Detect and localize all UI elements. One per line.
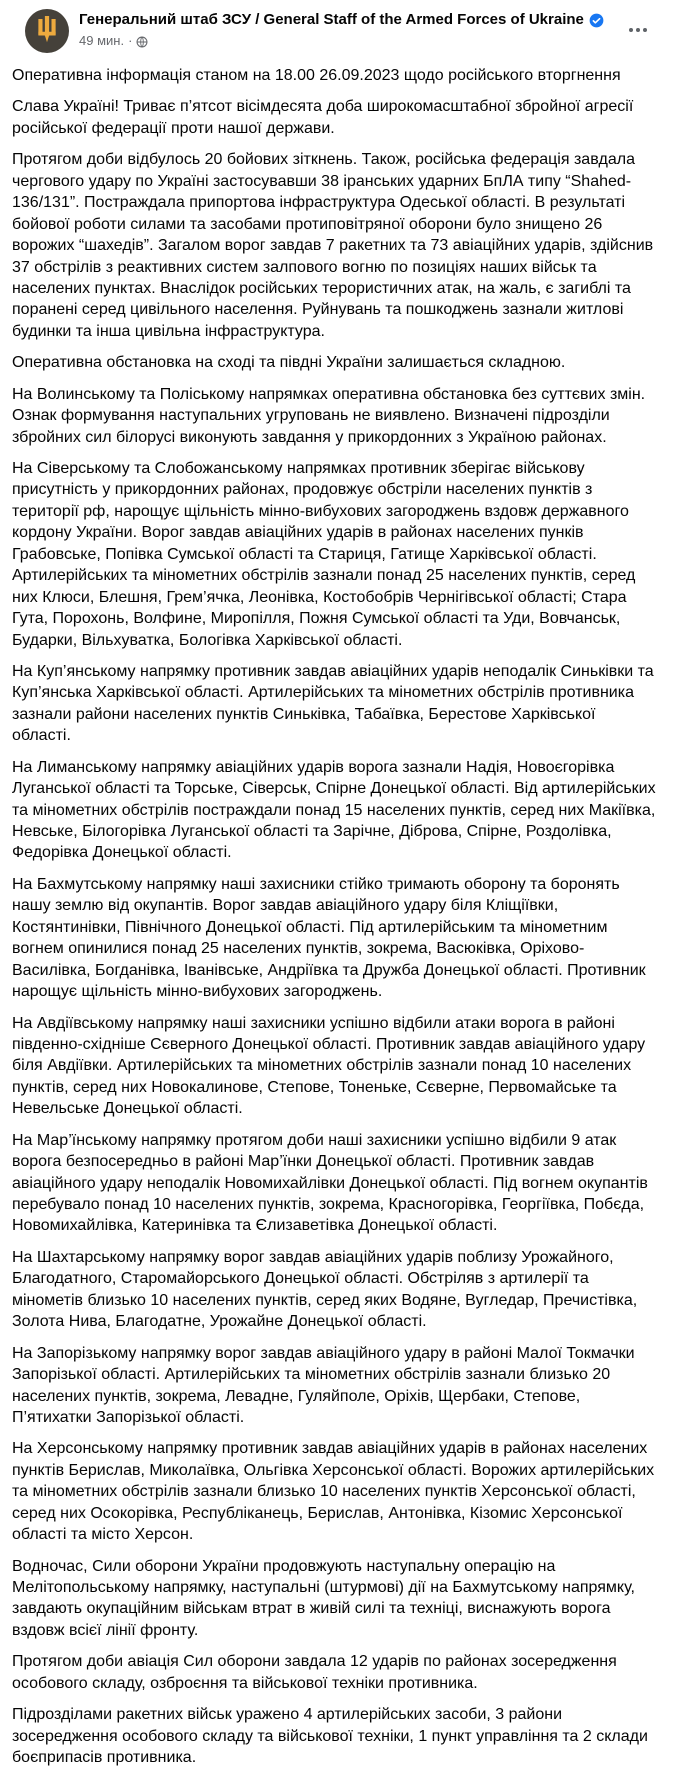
menu-dot — [636, 28, 640, 32]
post-paragraph: Водночас, Сили оборони України продовжують наступальну операцію на Мелітопольському напрямку, наступальні (штурмові) дії на Бахмутському напрямку, завдають окупаційним військам втрат в живій силі та техніці, виснажують ворога вздовж всієї лінії фронту. — [12, 1557, 635, 1639]
post-paragraph: Протягом доби авіація Сил оборони завдала 12 ударів по районах зосередження особового складу, озброєння та військової техніки противника. — [12, 1653, 617, 1692]
header-info — [79, 9, 604, 49]
post-paragraph: На Сіверському та Слобожанському напрямках противник зберігає військову присутність у прикордонних районах, продовжує обстріли населених пунктів з території рф, нарощує щільність мінно-вибухових загороджень вздовж державного кордону України. Ворог завдав авіаційних ударів в районах населених пунків Грабовське, Попівка Сумської області та Стариця, Гатище Харківської області. Артилерійських та мінометних обстрілів зазнали понад 25 населених пунктів, серед них Клюси, Блешня, Грем’ячка, Леонівка, Костобобрів Чернігівської області; Стара Гута, Порохонь, Волфине, Миропілля, Пожня Сумської області та Уди, Вовчанськ, Бударки, Вільхуватка, Бологівка Харківської області. — [12, 460, 636, 649]
post-meta — [79, 33, 604, 49]
post-paragraph: На Волинському та Поліському напрямках оперативна обстановка без суттєвих змін. Ознак формування наступальних угруповань не виявлено. Визначені підрозділи збройних сил білорусі виконують завдання у прикордонних з Україною районах. — [12, 385, 646, 446]
post-menu-button[interactable] — [625, 20, 651, 40]
post-paragraph: На Шахтарському напрямку ворог завдав авіаційних ударів поблизу Урожайного, Благодатного, Старомайорського Донецької області. Обстріляв з артилерії та мінометів близько 10 населених пунктів, серед яких Водяне, Вугледар, Пречистівка, Золота Нива, Благодатне, Урожайне Донецької області. — [12, 1248, 638, 1331]
post-paragraph: На Херсонському напрямку противник завдав авіаційних ударів в районах населених пунктів Берислав, Миколаївка, Ольгівка Херсонської області. Ворожих артилерійських та мінометних обстрілів зазнали близько 10 населених пунктів Херсонської області, серед них Осокорівка, Республіканець, Берислав, Антонівка, Кізомис Херсонської області та місто Херсон. — [12, 1440, 655, 1544]
meta-separator: · — [128, 33, 133, 48]
page-avatar[interactable] — [25, 9, 69, 53]
post-paragraph: На Запорізькому напрямку ворог завдав авіаційного удару в районі Малої Токмачки Запорізької області. Артилерійських та мінометних обстрілів зазнали близько 20 населених пунктів, зокрема, Левадне, Гуляйполе, Оріхів, Щербаки, Степове, П’ятихатки Запорізької області. — [12, 1344, 635, 1426]
public-globe-icon — [136, 36, 148, 48]
page-name-link[interactable]: Генеральний штаб ЗСУ / General Staff of the Armed Forces of Ukraine — [79, 11, 584, 28]
post-paragraph: Слава Україні! Триває п’ятсот вісімдесята доба широкомасштабної збройної агресії російської федерації проти нашої держави. — [12, 98, 634, 137]
menu-dot — [643, 28, 647, 32]
post-paragraph: На Лиманському напрямку авіаційних ударів ворога зазнали Надія, Новоєгорівка Луганської області та Торське, Сіверськ, Спірне Донецької області. Від артилерійських та мінометних обстрілів постраждали понад 15 населених пунктів, серед них Макіївка, Невське, Білогорівка Луганської області та Зарічне, Діброва, Спірне, Роздолівка, Федорівка Донецької області. — [12, 758, 656, 862]
menu-dot — [629, 28, 633, 32]
trident-emblem-icon — [35, 16, 59, 46]
verified-badge-icon — [589, 13, 604, 28]
post-timestamp[interactable]: 49 мин. — [79, 33, 125, 48]
post-header — [0, 0, 679, 55]
post-paragraph: На Бахмутському напрямку наші захисники стійко тримають оборону та боронять нашу землю від окупантів. Ворог завдав авіаційного удару біля Кліщіївки, Костянтинівки, Північного Донецької області. Під артилерійським та мінометним вогнем опинилися понад 25 населених пунктів, зокрема, Васюківка, Оріхово-Василівка, Богданівка, Іванівське, Андріївка та Дружба Донецької області. Противник нарощує щільність мінно-вибухових загороджень. — [12, 875, 646, 1001]
post-paragraph: Оперативна інформація станом на 18.00 26.09.2023 щодо російського вторгнення — [12, 67, 621, 84]
post-paragraph: Протягом доби відбулось 20 бойових зіткнень. Також, російська федерація завдала чергового удару по Україні застосувавши 38 іранських ударних БпЛА типу “Shahed-136/131”. Постраждала припортова інфраструктура Одеської області. В результаті бойової роботи силами та засобами протиповітряної оборони було знищено 26 ворожих “шахедів”. Загалом ворог завдав 7 ракетних та 73 авіаційних ударів, здійснив 37 обстрілів з реактивних систем залпового вогню по позиціях наших військ та населених пунктах. Внаслідок російських терористичних атак, на жаль, є загиблі та поранені серед цивільного населення. Руйнувань та пошкоджень зазнали житлові будинки та інша цивільна інфраструктура. — [12, 151, 654, 340]
post-paragraph: На Мар’їнському напрямку протягом доби наші захисники успішно відбили 9 атак ворога безпосередньо в районі Мар’їнки Донецької області. Противник завдав авіаційного удару неподалік Новомихайлівки Донецької області. Під вогнем окупантів перебувало понад 10 населених пунктів, зокрема, Красногорівка, Георгіївка, Побєда, Новомихайлівка, Катеринівка та Єлизаветівка Донецької області. — [12, 1131, 648, 1235]
page-name-row — [79, 10, 604, 30]
post-text — [0, 55, 679, 1787]
post-paragraph: На Куп’янському напрямку противник завдав авіаційних ударів неподалік Синьківки та Куп’янська Харківської області. Артилерійських та мінометних обстрілів противника зазнали райони населених пунктів Синьківка, Табаївка, Берестове Харківської області. — [12, 662, 654, 745]
post-paragraph: Оперативна обстановка на сході та півдні України залишається складною. — [12, 354, 566, 372]
post-paragraph: На Авдіївському напрямку наші захисники успішно відбили атаки ворога в районі південно-східніше Сєверного Донецької області. Противник завдав авіаційного удару біля Авдіївки. Артилерійських та мінометних обстрілів зазнали понад 10 населених пунктів, серед них Новокалинове, Степове, Тоненьке, Сєверне, Первомайське та Невельське Донецької області. — [12, 1014, 646, 1118]
post-paragraph: Підрозділами ракетних військ уражено 4 артилерійських засоби, 3 райони зосередження особового складу та військової техніки, 1 пункт управління та 2 склади боєприпасів противника. — [12, 1706, 648, 1767]
